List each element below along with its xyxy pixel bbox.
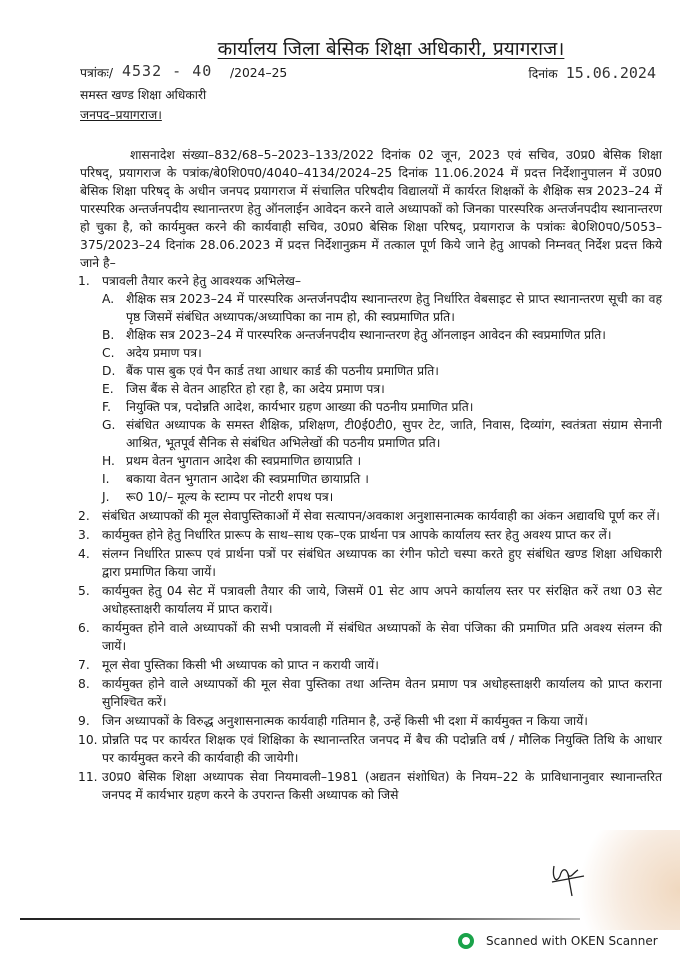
- sub-item-letter: J.: [102, 490, 110, 504]
- sub-item-letter: I.: [102, 472, 110, 486]
- checklist-item: [102, 344, 662, 362]
- item-text: पत्रावली तैयार करने हेतु आवश्यक अभिलेख–: [102, 274, 302, 288]
- sub-item-letter: D.: [102, 364, 116, 378]
- instruction-item: [80, 582, 662, 618]
- office-title-text: कार्यालय जिला बेसिक शिक्षा अधिकारी, प्रयागराज।: [217, 38, 565, 60]
- sub-item-letter: A.: [102, 292, 115, 306]
- instruction-list: [80, 272, 662, 804]
- item-text: प्रोन्नति पद पर कार्यरत शिक्षक एवं शिक्षिका के स्थानान्तरित जनपद में बैच की पदोन्नति वर्ष / मौलिक नियुक्ति तिथि के आधार पर कार्यमुक्त करने की कार्यवाही की जायेगी।: [102, 733, 662, 765]
- item-number: 11.: [78, 770, 98, 784]
- instruction-item: [80, 526, 662, 544]
- addressee-line2: जनपद–प्रयागराज।: [80, 108, 162, 122]
- item-text: कार्यमुक्त हेतु 04 सेट में पत्रावली तैयार की जाये, जिसमें 01 सेट आप अपने कार्यालय स्तर पर संरक्षित करें तथा 03 सेट अधोहस्ताक्षरी कार्यालय में प्राप्त करायें।: [102, 584, 662, 616]
- scanner-text: Scanned with OKEN Scanner: [486, 934, 658, 948]
- item-number: 7.: [78, 658, 90, 672]
- item-number: 6.: [78, 621, 90, 635]
- sub-item-letter: C.: [102, 346, 115, 360]
- item-number: 2.: [78, 509, 90, 523]
- item-text: संबंधित अध्यापकों की मूल सेवापुस्तिकाओं में सेवा सत्यापन/अवकाश अनुशासनात्मक कार्यवाही का अंकन अद्यावधि पूर्ण कर लें।: [102, 509, 660, 523]
- checklist-item: [102, 290, 662, 326]
- sub-item-letter: G.: [102, 418, 116, 432]
- sub-item-text: शैक्षिक सत्र 2023–24 में पारस्परिक अन्तर्जनपदीय स्थानान्तरण हेतु निर्धारित वेबसाइट से प्राप्त स्थानान्तरण सूची का वह पृष्ठ जिसमें संबंधित अध्यापक/अध्यापिका का नाम हो, की स्वप्रमाणित प्रति।: [126, 292, 662, 324]
- intro-paragraph: शासनादेश संख्या–832/68–5–2023–133/2022 दिनांक 02 जून, 2023 एवं सचिव, उ0प्र0 बेसिक शिक्षा परिषद्, प्रयागराज के पत्रांक/बे0शि0प0/4040–4134/2024–25 दिनांक 11.06.2024 में प्रदत्त निर्देशानुपालन में उ0प्र0 बेसिक शिक्षा परिषद् के अधीन जनपद प्रयागराज में संचालित परिषदीय विद्यालयों में कार्यरत शिक्षकों के शैक्षिक सत्र 2023–24 में पारस्परिक अन्तर्जनपदीय स्थानान्तरण हेतु ऑनलाईन आवेदन करने वाले अध्यापकों को जिनका पारस्परिक अन्तर्जनपदीय स्थानान्तरण हो चुका है, को कार्यमुक्त करने की कार्यवाही सचिव, उ0प्र0 बेसिक शिक्षा परिषद्, प्रयागराज के पत्रांकः बे0शि0प0/5053–375/2023–24 दिनांक 28.06.2023 में प्रदत्त निर्देशानुक्रम में तत्काल पूर्ण किये जाने हेतु आपको निम्नवत् निर्देश प्रदत्त किये जाने है–: [80, 148, 662, 270]
- item-text: संलग्न निर्धारित प्रारूप एवं प्रार्थना पत्रों पर संबंधित अध्यापक का रंगीन फोटो चस्पा करते हुए संबंधित खण्ड शिक्षा अधिकारी द्वारा प्रमाणित किया जायें।: [102, 547, 662, 579]
- sub-item-text: बैंक पास बुक एवं पैन कार्ड तथा आधार कार्ड की पठनीय प्रमाणित प्रति।: [126, 364, 439, 378]
- sub-item-text: नियुक्ति पत्र, पदोन्नति आदेश, कार्यभार ग्रहण आख्या की पठनीय प्रमाणित प्रति।: [126, 400, 474, 414]
- instruction-item: [80, 731, 662, 767]
- addressee-line1: समस्त खण्ड शिक्षा अधिकारी: [80, 88, 207, 102]
- office-title: [120, 36, 662, 62]
- item-number: 10.: [78, 733, 98, 747]
- sub-item-letter: H.: [102, 454, 115, 468]
- document-page: [80, 36, 662, 805]
- sub-item-text: बकाया वेतन भुगतान आदेश की स्वप्रमाणित छायाप्रति ।: [126, 472, 369, 486]
- sub-item-text: प्रथम वेतन भुगतान आदेश की स्वप्रमाणित छायाप्रति ।: [126, 454, 362, 468]
- item-text: कार्यमुक्त होने वाले अध्यापकों की मूल सेवा पुस्तिका तथा अन्तिम वेतन प्रमाण पत्र अधोहस्ताक्षरी कार्यालय को प्राप्त कराना सुनिश्चित करें।: [102, 677, 662, 709]
- instruction-item: [80, 507, 662, 525]
- ref-label: पत्रांकः/: [80, 66, 114, 80]
- ref-year: /2024–25: [230, 66, 288, 80]
- sub-item-text: रू0 10/– मूल्य के स्टाम्प पर नोटरी शपथ पत्र।: [126, 490, 334, 504]
- signature-mark: [548, 858, 588, 898]
- item-text: कार्यमुक्त होने वाले अध्यापकों की सभी पत्रावली में संबंधित अध्यापकों के सेवा पंजिका की प्रमाणित प्रति अवश्य संलग्न की जायें।: [102, 621, 662, 653]
- item-number: 8.: [78, 677, 90, 691]
- reference-line: [80, 64, 662, 84]
- item-text: कार्यमुक्त होने हेतु निर्धारित प्रारूप के साथ–साथ एक–एक प्रार्थना पत्र आपके कार्यालय स्तर हेतु अवश्य प्राप्त कर लें।: [102, 528, 612, 542]
- sub-item-text: संबंधित अध्यापक के समस्त शैक्षिक, प्रशिक्षण, टी0ई0टी0, सुपर टेट, जाति, निवास, दिव्यांग, स्वतंत्रता संग्राम सेनानी आश्रित, भूतपूर्व सैनिक से संबंधित अभिलेखों की पठनीय प्रमाणित प्रति।: [126, 418, 662, 450]
- addressee: [80, 86, 662, 124]
- instruction-item: [80, 675, 662, 711]
- checklist-item: [102, 380, 662, 398]
- item-text: जिन अध्यापकों के विरुद्ध अनुशासनात्मक कार्यवाही गतिमान है, उन्हें किसी भी दशा में कार्यमुक्त न किया जायें।: [102, 714, 588, 728]
- checklist-item: [102, 470, 662, 488]
- checklist-item: [102, 452, 662, 470]
- ref-number: 4532 - 40: [122, 62, 213, 80]
- checklist-item: [102, 326, 662, 344]
- instruction-item: [80, 272, 662, 506]
- item-number: 9.: [78, 714, 90, 728]
- instruction-item: [80, 768, 662, 804]
- scanner-watermark: [458, 933, 658, 949]
- sub-item-text: अदेय प्रमाण पत्र।: [126, 346, 202, 360]
- sub-item-text: जिस बैंक से वेतन आहरित हो रहा है, का अदेय प्रमाण पत्र।: [126, 382, 385, 396]
- document-checklist: [102, 290, 662, 506]
- oken-logo-icon: [458, 933, 474, 949]
- date-block: [529, 64, 656, 83]
- checklist-item: [102, 398, 662, 416]
- instruction-item: [80, 712, 662, 730]
- checklist-item: [102, 362, 662, 380]
- instruction-item: [80, 619, 662, 655]
- sub-item-letter: F.: [102, 400, 112, 414]
- item-number: 3.: [78, 528, 90, 542]
- checklist-item: [102, 488, 662, 506]
- item-number: 1.: [78, 274, 90, 288]
- date-label: दिनांक: [528, 67, 558, 81]
- item-number: 5.: [78, 584, 90, 598]
- sub-item-text: शैक्षिक सत्र 2023–24 में पारस्परिक अन्तर्जनपदीय स्थानान्तरण हेतु ऑनलाइन आवेदन की स्वप्रमाणित प्रति।: [126, 328, 606, 342]
- item-number: 4.: [78, 547, 90, 561]
- bottom-rule: [20, 918, 580, 920]
- date-value: 15.06.2024: [565, 64, 656, 82]
- instruction-item: [80, 656, 662, 674]
- checklist-item: [102, 416, 662, 452]
- sub-item-letter: E.: [102, 382, 114, 396]
- instruction-item: [80, 545, 662, 581]
- item-text: मूल सेवा पुस्तिका किसी भी अध्यापक को प्राप्त न करायी जायें।: [102, 658, 379, 672]
- sub-item-letter: B.: [102, 328, 115, 342]
- item-text: उ0प्र0 बेसिक शिक्षा अध्यापक सेवा नियमावली–1981 (अद्यतन संशोधित) के नियम–22 के प्राविधानानुवार स्थानान्तरित जनपद में कार्यभार ग्रहण करने के उपरान्त किसी अध्यापक को जिसे: [102, 770, 662, 802]
